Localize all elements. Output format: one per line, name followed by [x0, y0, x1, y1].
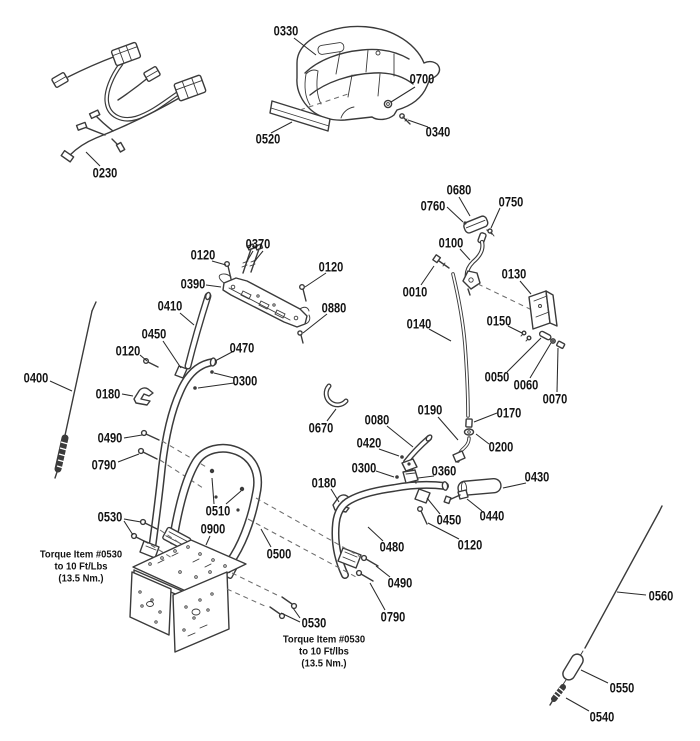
- leader-line: [557, 348, 558, 392]
- leader-line: [530, 343, 551, 378]
- part-label-0190: 0190: [417, 402, 443, 418]
- console-bracket: [219, 274, 310, 327]
- leader-line: [212, 478, 214, 504]
- part-label-0470: 0470: [229, 340, 255, 356]
- harness-connector-small: [51, 72, 68, 88]
- leader-line: [387, 426, 413, 447]
- leader-line: [50, 381, 72, 391]
- part-label-0750: 0750: [498, 194, 524, 210]
- part-label-0790: 0790: [91, 457, 117, 473]
- part-label-0070: 0070: [542, 391, 568, 407]
- part-label-0530: 0530: [97, 509, 123, 525]
- leader-line: [447, 207, 463, 222]
- leader-line: [460, 249, 470, 260]
- leader-line: [474, 413, 497, 422]
- part-label-0180: 0180: [311, 475, 337, 491]
- part-label-0520: 0520: [255, 131, 281, 147]
- part-label-0150: 0150: [486, 313, 512, 329]
- part-label-0180: 0180: [95, 386, 121, 402]
- switch-bracket: [521, 291, 565, 349]
- part-label-0450: 0450: [141, 326, 167, 342]
- leader-line: [206, 285, 221, 287]
- part-label-0420: 0420: [356, 435, 382, 451]
- leader-line: [327, 409, 336, 421]
- part-label-0530: 0530: [301, 615, 327, 631]
- part-label-0430: 0430: [524, 469, 550, 485]
- part-label-0560: 0560: [648, 588, 674, 604]
- part-label-0880: 0880: [321, 300, 347, 316]
- harness-connector: [111, 42, 141, 66]
- leader-line: [376, 471, 394, 477]
- part-label-0400: 0400: [23, 370, 49, 386]
- leader-line: [214, 373, 234, 378]
- leader-line: [254, 251, 263, 262]
- part-label-0360: 0360: [431, 463, 457, 479]
- torque-note: Torque Item #0530 to 10 Ft/lbs (13.5 Nm.): [282, 633, 366, 669]
- mounting-panel: [130, 540, 246, 652]
- leader-line: [370, 583, 385, 610]
- part-label-0670: 0670: [308, 420, 334, 436]
- part-label-0080: 0080: [364, 412, 390, 428]
- leader-line: [459, 197, 470, 216]
- leader-line: [124, 435, 142, 438]
- part-label-0230: 0230: [92, 165, 118, 181]
- part-label-0370: 0370: [245, 236, 271, 252]
- leader-line: [124, 521, 133, 535]
- torque-note: Torque Item #0530 to 10 Ft/Lbs (13.5 Nm.): [39, 548, 123, 584]
- part-label-0500: 0500: [266, 546, 292, 562]
- part-label-0680: 0680: [446, 182, 472, 198]
- part-label-0510: 0510: [205, 503, 231, 519]
- part-label-0440: 0440: [479, 508, 505, 524]
- torque-bolts-bottom: [227, 573, 296, 618]
- part-label-0390: 0390: [180, 276, 206, 292]
- part-label-0490: 0490: [97, 430, 123, 446]
- speed-lever-top: [463, 215, 534, 311]
- part-label-0480: 0480: [379, 539, 405, 555]
- leader-line: [438, 417, 458, 440]
- part-label-0340: 0340: [425, 124, 451, 140]
- part-label-0050: 0050: [484, 369, 510, 385]
- part-label-0300: 0300: [232, 373, 258, 389]
- part-label-0300: 0300: [351, 460, 377, 476]
- wiring-harness: [51, 42, 206, 162]
- cable-clamp-left: [134, 388, 153, 405]
- leader-line: [491, 208, 500, 228]
- leader-line: [305, 273, 326, 287]
- leader-line: [379, 449, 399, 456]
- leader-line: [163, 341, 181, 368]
- part-label-0900: 0900: [200, 521, 226, 537]
- part-label-0120: 0120: [115, 343, 141, 359]
- part-label-0700: 0700: [409, 71, 435, 87]
- part-label-0330: 0330: [273, 23, 299, 39]
- part-label-0490: 0490: [387, 575, 413, 591]
- part-label-0540: 0540: [589, 709, 615, 725]
- leader-line: [86, 152, 100, 166]
- leader-line: [503, 483, 526, 488]
- leader-line: [261, 529, 271, 547]
- leader-line: [180, 313, 194, 325]
- leader-line: [118, 454, 139, 462]
- part-label-0450: 0450: [436, 512, 462, 528]
- chute-rod: [55, 302, 96, 478]
- leader-line: [566, 698, 589, 711]
- part-label-0120: 0120: [318, 259, 344, 275]
- part-label-0790: 0790: [380, 609, 406, 625]
- control-cable: [453, 274, 474, 462]
- leader-line: [198, 383, 234, 388]
- c-clip: [326, 386, 346, 405]
- part-label-0010: 0010: [402, 284, 428, 300]
- leader-line: [122, 394, 133, 396]
- handlebar-clamp: [415, 489, 430, 503]
- grip: [444, 478, 501, 503]
- leader-line: [507, 338, 541, 372]
- leader-line: [520, 281, 531, 294]
- speed-rod-assembly: [550, 506, 662, 705]
- leader-line: [206, 536, 210, 545]
- part-label-0170: 0170: [496, 405, 522, 421]
- part-label-0120: 0120: [457, 537, 483, 553]
- leader-line: [331, 489, 339, 502]
- leader-line: [421, 266, 434, 285]
- part-label-0550: 0550: [609, 680, 635, 696]
- part-label-0120: 0120: [190, 247, 216, 263]
- part-label-0130: 0130: [501, 266, 527, 282]
- leader-line: [476, 434, 489, 444]
- part-label-0140: 0140: [406, 316, 432, 332]
- pivot-bolt: [433, 255, 449, 268]
- leader-line: [429, 329, 451, 341]
- leader-line: [581, 670, 608, 683]
- harness-connector: [174, 75, 206, 101]
- leader-line: [124, 519, 141, 522]
- leader-line: [617, 592, 646, 595]
- part-label-0760: 0760: [420, 198, 446, 214]
- part-label-0410: 0410: [157, 298, 183, 314]
- part-label-0060: 0060: [513, 377, 539, 393]
- part-label-0200: 0200: [488, 439, 514, 455]
- leader-line: [293, 608, 300, 618]
- part-label-0100: 0100: [438, 235, 464, 251]
- leader-line: [226, 491, 241, 504]
